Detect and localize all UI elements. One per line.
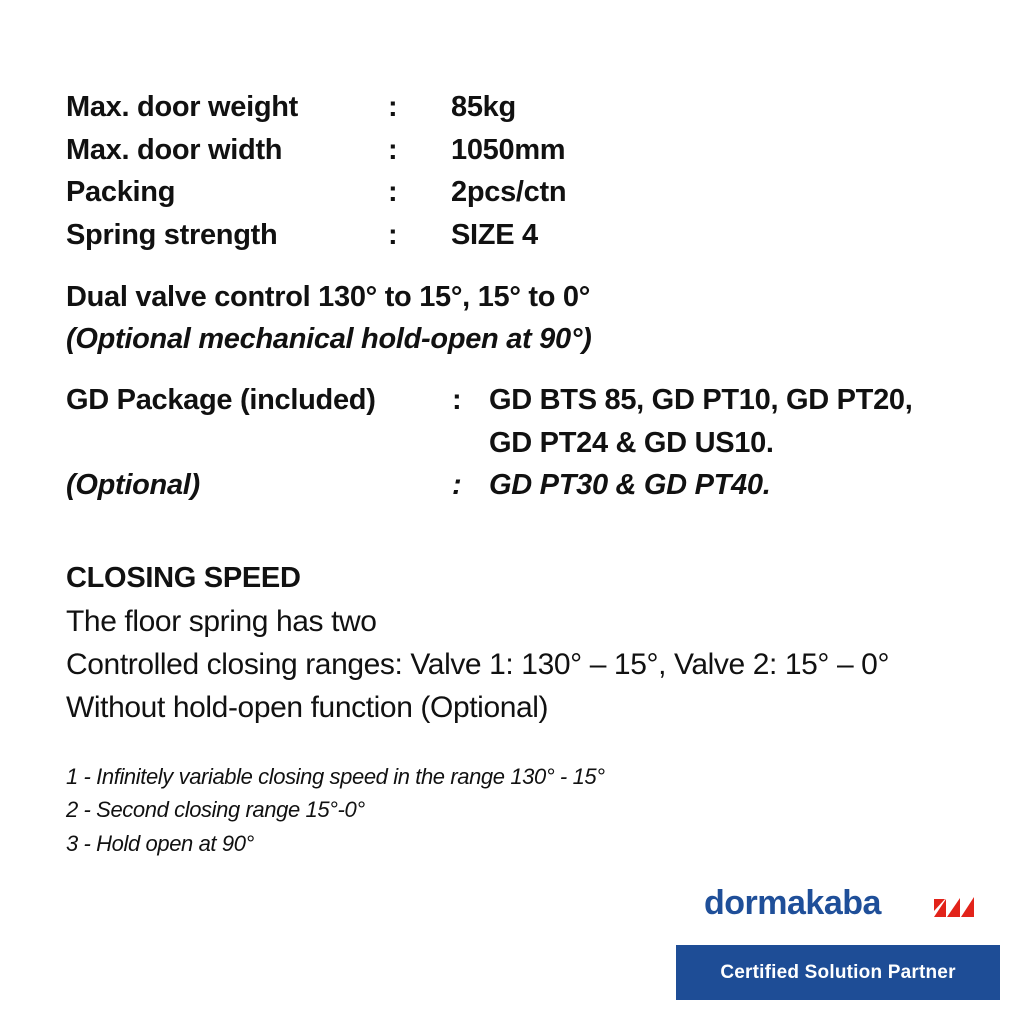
package-separator: : bbox=[452, 384, 462, 416]
spec-separator: : bbox=[388, 176, 398, 208]
spec-value-spring-strength: SIZE 4 bbox=[451, 219, 538, 251]
spec-label-packing: Packing bbox=[66, 176, 176, 208]
certified-partner-badge: Certified Solution Partner bbox=[676, 945, 1000, 1000]
spec-separator: : bbox=[388, 91, 398, 123]
spec-label-door-weight: Max. door weight bbox=[66, 91, 299, 123]
package-included-label: GD Package (included) bbox=[66, 384, 376, 416]
closing-speed-heading: CLOSING SPEED bbox=[66, 562, 301, 594]
spec-value-packing: 2pcs/ctn bbox=[451, 176, 567, 208]
footnote: 3 - Hold open at 90° bbox=[66, 831, 254, 856]
package-optional-label: (Optional) bbox=[66, 469, 200, 501]
spec-label-door-width: Max. door width bbox=[66, 134, 283, 166]
logo-mark-icon bbox=[934, 895, 974, 919]
hold-open-note: (Optional mechanical hold-open at 90°) bbox=[66, 323, 592, 355]
logo-wordmark: dormakaba bbox=[704, 884, 881, 922]
package-included-line1: GD BTS 85, GD PT10, GD PT20, bbox=[489, 384, 913, 416]
package-optional-value: GD PT30 & GD PT40. bbox=[489, 469, 771, 501]
package-included-line2: GD PT24 & GD US10. bbox=[489, 427, 774, 459]
footnote: 2 - Second closing range 15°-0° bbox=[66, 797, 365, 822]
footnote: 1 - Infinitely variable closing speed in the range 130° - 15° bbox=[66, 764, 605, 789]
closing-speed-line: The floor spring has two bbox=[66, 605, 377, 638]
package-separator: : bbox=[452, 469, 462, 501]
closing-speed-line: Without hold-open function (Optional) bbox=[66, 691, 549, 724]
spec-value-door-weight: 85kg bbox=[451, 91, 516, 123]
spec-label-spring-strength: Spring strength bbox=[66, 219, 278, 251]
valve-control-text: Dual valve control 130° to 15°, 15° to 0° bbox=[66, 281, 591, 313]
closing-speed-line: Controlled closing ranges: Valve 1: 130° – 15°, Valve 2: 15° – 0° bbox=[66, 648, 890, 681]
spec-separator: : bbox=[388, 134, 398, 166]
spec-value-door-width: 1050mm bbox=[451, 134, 566, 166]
spec-separator: : bbox=[388, 219, 398, 251]
